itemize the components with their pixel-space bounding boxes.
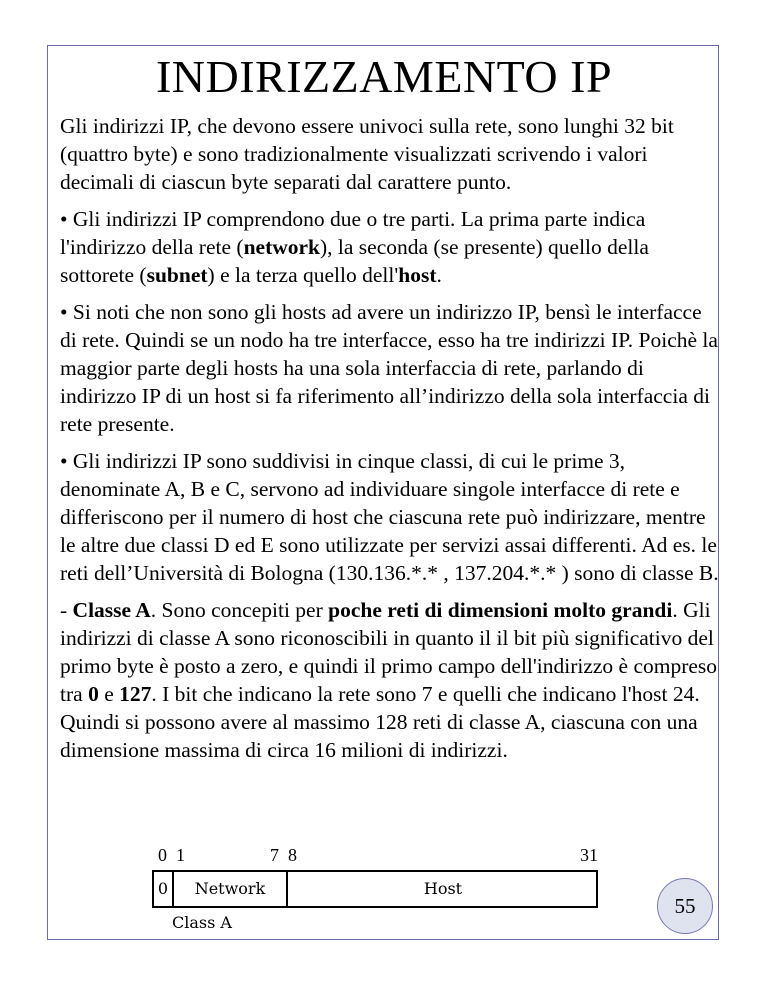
text-run: . I bit che indicano la rete sono 7 e quelli che indicano l'host 24. Quindi si possono avere al massimo 128 reti di classe A, ciascuna con una dimensione massima di circa 16 milioni di indirizzi. xyxy=(60,682,700,762)
paragraph-classes: • Gli indirizzi IP sono suddivisi in cinque classi, di cui le prime 3, denominate A, B e C, servono ad individuare singole interfacce di rete e differiscono per il numero di host che ciascuna rete può indirizzare, mentre le altre due classi D ed E sono utilizzate per servizi assai differenti. Ad es. le reti dell’Università di Bologna (130.136.*.* , 137.204.*.* ) sono di classe B. xyxy=(60,449,719,585)
text-run: - xyxy=(60,598,73,622)
bold-127: 127 xyxy=(119,682,152,706)
paragraph-class-a xyxy=(60,596,720,764)
bold-few-large-networks: poche reti di dimensioni molto grandi xyxy=(328,598,673,622)
text-run: . Sono concepiti per xyxy=(150,598,329,622)
bit-label-1: 1 xyxy=(176,845,185,865)
bold-host: host xyxy=(398,263,437,287)
field-prefix-zero: 0 xyxy=(154,872,174,906)
text-run: ) e la terza quello dell' xyxy=(207,263,399,287)
field-network: Network xyxy=(174,872,288,906)
diagram-caption: Class A xyxy=(172,913,232,932)
text-run: . xyxy=(436,263,442,287)
bit-label-7: 7 xyxy=(270,845,279,865)
bit-label-0: 0 xyxy=(158,845,167,865)
paragraph-parts xyxy=(60,205,720,289)
slide-title: INDIRIZZAMENTO IP xyxy=(155,51,613,102)
bold-zero: 0 xyxy=(88,682,99,706)
text-run: e xyxy=(98,682,120,706)
paragraph-intro: Gli indirizzi IP, che devono essere univoci sulla rete, sono lunghi 32 bit (quattro byte) e sono tradizionalmente visualizzati scrivendo i valori decimali di ciascun byte separati dal carattere punto. xyxy=(60,114,674,194)
bit-label-31: 31 xyxy=(580,845,598,865)
text-run: . Gli indirizzi di classe A sono riconoscibili in quanto il il bit più significativo del primo byte è posto a zero, e quindi il primo campo dell'indirizzo è compreso tra xyxy=(60,598,718,706)
bold-network: network xyxy=(243,235,320,259)
bold-subnet: subnet xyxy=(146,263,208,287)
page-number-badge: 55 xyxy=(657,878,713,934)
slide-body xyxy=(60,112,720,773)
bit-label-8: 8 xyxy=(288,845,297,865)
paragraph-interfaces: • Si noti che non sono gli hosts ad avere un indirizzo IP, bensì le interfacce di rete. Quindi se un nodo ha tre interfacce, esso ha tre indirizzi IP. Poichè la maggior parte degli hosts ha una sola interfaccia di rete, parlando di indirizzo IP di un host si fa riferimento all’indirizzo della sola interfaccia di rete presente. xyxy=(60,300,718,436)
text-run: • Gli indirizzi IP comprendono due o tre parti. La prima parte indica l'indirizzo della rete ( xyxy=(60,207,646,259)
class-a-diagram xyxy=(140,843,610,938)
bold-class-a: Classe A xyxy=(72,598,151,622)
text-run: ), la seconda (se presente) quello della sottorete ( xyxy=(60,235,649,287)
address-register-box xyxy=(152,870,598,908)
field-host: Host xyxy=(423,879,463,898)
